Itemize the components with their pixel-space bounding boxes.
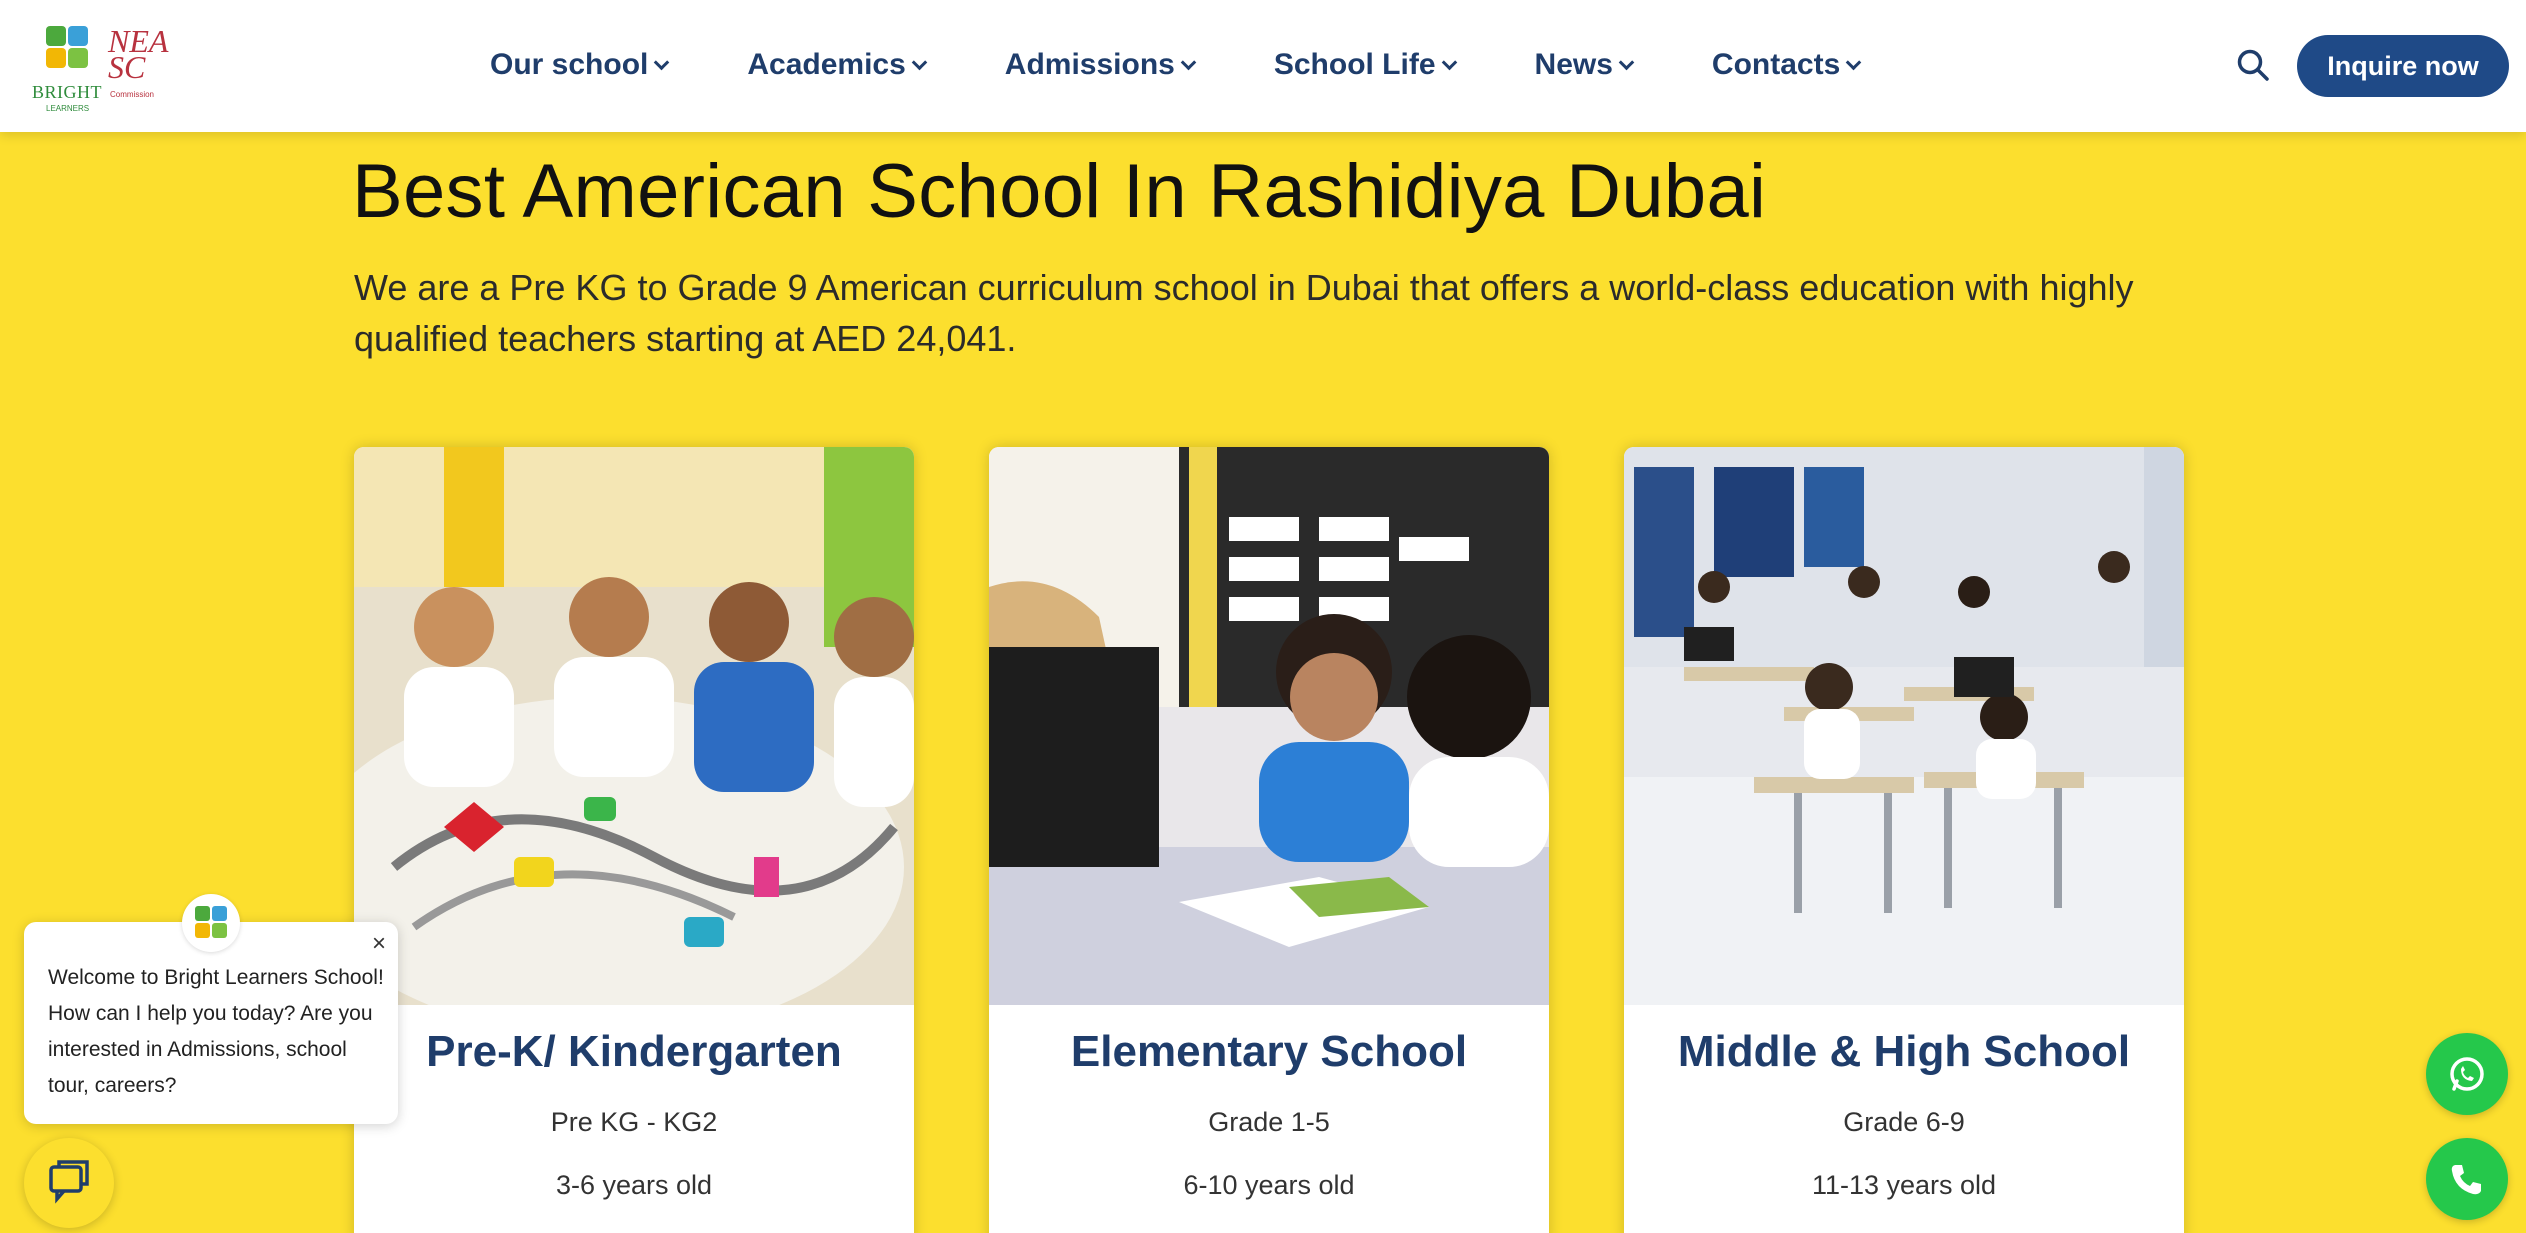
card-age: 3-6 years old	[555, 1170, 713, 1200]
card-grade: Grade 6-9	[1843, 1107, 1965, 1137]
card-grade: Grade 1-5	[1208, 1107, 1330, 1137]
school-logo[interactable]	[30, 20, 170, 113]
chatbot-avatar	[182, 894, 240, 952]
logo-tile-lightgreen	[68, 48, 88, 68]
nav-item-our-school[interactable]	[490, 48, 667, 82]
logo-wordmark: BRIGHT	[32, 82, 102, 102]
nav-label: School Life	[1273, 48, 1436, 81]
chevron-down-icon	[1619, 54, 1635, 70]
chevron-down-icon	[1441, 54, 1457, 70]
intro-paragraph: We are a Pre KG to Grade 9 American curriculum school in Dubai that offers a world-class education with highly qualified teachers starting at AED 24,041.	[354, 267, 2134, 359]
nav-label: Our school	[490, 48, 649, 81]
chat-icon	[24, 1138, 114, 1228]
program-card-elementary[interactable]	[989, 447, 1549, 1233]
card-title: Middle & High School	[1677, 1027, 2131, 1076]
site-header	[0, 0, 2526, 132]
program-card-middle-high[interactable]	[1624, 447, 2184, 1233]
nav-label: Admissions	[1004, 48, 1175, 81]
search-icon[interactable]	[2236, 48, 2270, 82]
whatsapp-button[interactable]	[2426, 1033, 2508, 1115]
nav-label: News	[1534, 48, 1613, 81]
inquire-now-button[interactable]: Inquire now	[2297, 35, 2509, 97]
chat-message: Welcome to Bright Learners School! How can I help you today? Are you interested in Admissions, school tour, careers?	[48, 966, 384, 1097]
chevron-down-icon	[912, 54, 928, 70]
card-age: 11-13 years old	[1811, 1170, 1997, 1200]
card-grade: Pre KG - KG2	[550, 1107, 718, 1137]
close-icon[interactable]: ×	[371, 930, 386, 957]
logo-subtext: LEARNERS	[46, 104, 90, 113]
page-title: Best American School In Rashidiya Dubai	[352, 149, 1767, 234]
nav-item-academics[interactable]	[747, 48, 924, 82]
chevron-down-icon	[1181, 54, 1197, 70]
accreditation-mark: NEA SC	[108, 23, 168, 85]
card-title: Elementary School	[1070, 1027, 1468, 1076]
accreditation-subtext: Commission	[110, 90, 155, 99]
logo-tile-green	[46, 26, 66, 46]
middle-high-photo	[1624, 447, 2184, 1005]
program-card-kindergarten[interactable]	[354, 447, 914, 1233]
card-title: Pre-K/ Kindergarten	[426, 1027, 842, 1076]
chevron-down-icon	[1846, 54, 1862, 70]
logo-tile-blue	[68, 26, 88, 46]
chevron-down-icon	[654, 54, 670, 70]
chat-launcher-button[interactable]	[24, 1138, 114, 1228]
elementary-photo	[989, 447, 1549, 1005]
nav-label: Academics	[747, 48, 906, 81]
chat-message-bubble	[24, 922, 398, 1124]
nav-item-admissions[interactable]	[1005, 48, 1194, 82]
whatsapp-icon	[2445, 1052, 2489, 1096]
nav-item-news[interactable]	[1535, 48, 1632, 82]
phone-call-button[interactable]	[2426, 1138, 2508, 1220]
nav-label: Contacts	[1711, 48, 1841, 81]
phone-icon	[2445, 1157, 2489, 1201]
nav-item-school-life[interactable]	[1274, 48, 1455, 82]
card-age: 6-10 years old	[1183, 1170, 1355, 1200]
main-nav	[490, 40, 1859, 90]
kindergarten-photo	[354, 447, 914, 1005]
logo-tile-yellow	[46, 48, 66, 68]
nav-item-contacts[interactable]	[1712, 48, 1859, 82]
